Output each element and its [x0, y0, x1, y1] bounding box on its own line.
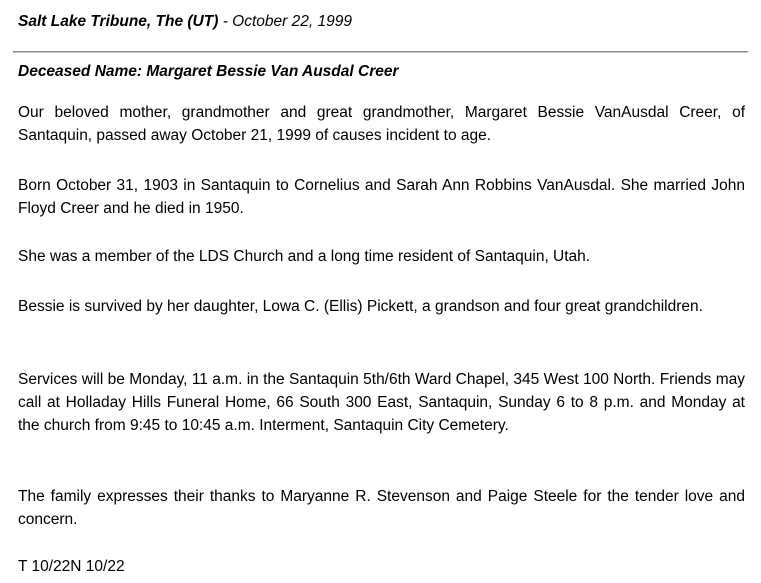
obituary-paragraph-6: The family expresses their thanks to Maryanne R. Stevenson and Paige Steele for the tender love and concern.	[18, 488, 745, 528]
header-divider	[13, 51, 748, 53]
obituary-paragraph-1: Our beloved mother, grandmother and great grandmother, Margaret Bessie VanAusdal Creer, of Santaquin, passed away October 21, 1999 of causes incident to age.	[18, 104, 745, 144]
obituary-paragraph-4: Bessie is survived by her daughter, Lowa C. (Ellis) Pickett, a grandson and four great grandchildren.	[18, 298, 703, 315]
obituary-paragraph-2: Born October 31, 1903 in Santaquin to Cornelius and Sarah Ann Robbins VanAusdal. She married John Floyd Creer and he died in 1950.	[18, 177, 745, 217]
deceased-name: Deceased Name: Margaret Bessie Van Ausdal Creer	[18, 63, 399, 80]
footer-code: T 10/22N 10/22	[18, 558, 125, 575]
newspaper-name: Salt Lake Tribune, The (UT)	[18, 13, 219, 30]
obituary-paragraph-5: Services will be Monday, 11 a.m. in the Santaquin 5th/6th Ward Chapel, 345 West 100 North. Friends may call at Holladay Hills Funeral Home, 66 South 300 East, Santaquin, Sunday 6 to 8 p.m. and Monday at the church from 9:45 to 10:45 a.m. Interment, Santaquin City Cemetery.	[18, 371, 745, 434]
article-header	[18, 12, 352, 32]
obituary-paragraph-3: She was a member of the LDS Church and a long time resident of Santaquin, Utah.	[18, 248, 591, 265]
publication-date: October 22, 1999	[232, 13, 352, 30]
header-separator: -	[218, 13, 233, 30]
